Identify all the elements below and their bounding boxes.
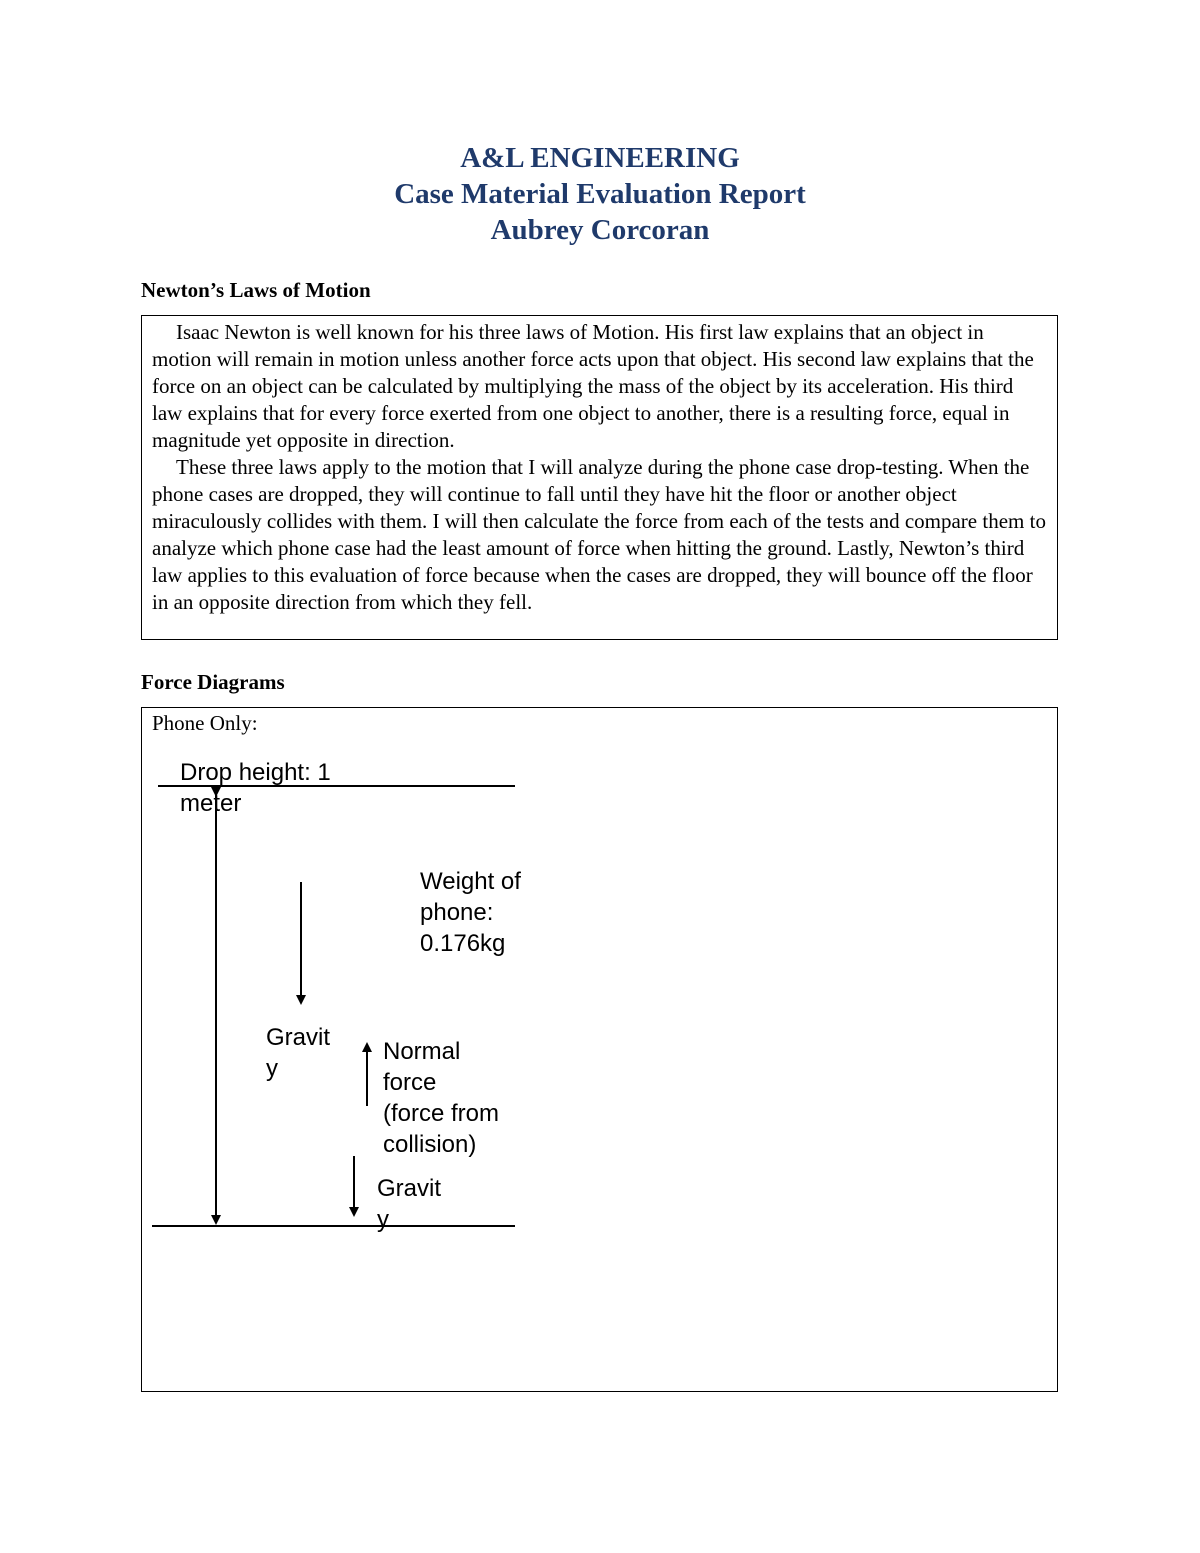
report-header: [0, 140, 1200, 248]
company-name: A&L ENGINEERING: [460, 142, 740, 174]
newton-paragraph-1: Isaac Newton is well known for his three laws of Motion. His first law explains that an object in motion will remain in motion unless another force acts upon that object. His second law explains that the force on an object can be calculated by multiplying the mass of the object by its acceleration. His third law explains that for every force exerted from one object to another, there is a resulting force, equal in magnitude yet opposite in direction.: [152, 320, 1034, 452]
force-diagram-box: [141, 707, 1058, 1392]
newton-text-box: [141, 315, 1058, 640]
gravity-label-upper: Gravit y: [266, 1024, 331, 1082]
phone-only-label: Phone Only:: [152, 711, 258, 735]
newton-paragraph-2: These three laws apply to the motion that I will analyze during the phone case drop-testing. When the phone cases are dropped, they will continue to fall until they have hit the floor or another object miraculously collides with them. I will then calculate the force from each of the tests and compare them to analyze which phone case had the least amount of force when hitting the ground. Lastly, Newton’s third law applies to this evaluation of force because when the cases are dropped, they will bounce off the floor in an opposite direction from which they fell.: [152, 455, 1046, 614]
force-diagrams-heading: Force Diagrams: [141, 670, 285, 694]
gravity-label-lower: Gravit y: [377, 1175, 442, 1233]
author-name: Aubrey Corcoran: [490, 214, 710, 246]
phone-weight-label: Weight of phone: 0.176kg: [420, 868, 521, 957]
report-title: Case Material Evaluation Report: [394, 178, 806, 210]
normal-force-label: Normal force (force from collision): [383, 1038, 500, 1158]
newton-section-heading: Newton’s Laws of Motion: [141, 278, 371, 302]
drop-height-label: Drop height: 1 meter: [180, 759, 331, 817]
